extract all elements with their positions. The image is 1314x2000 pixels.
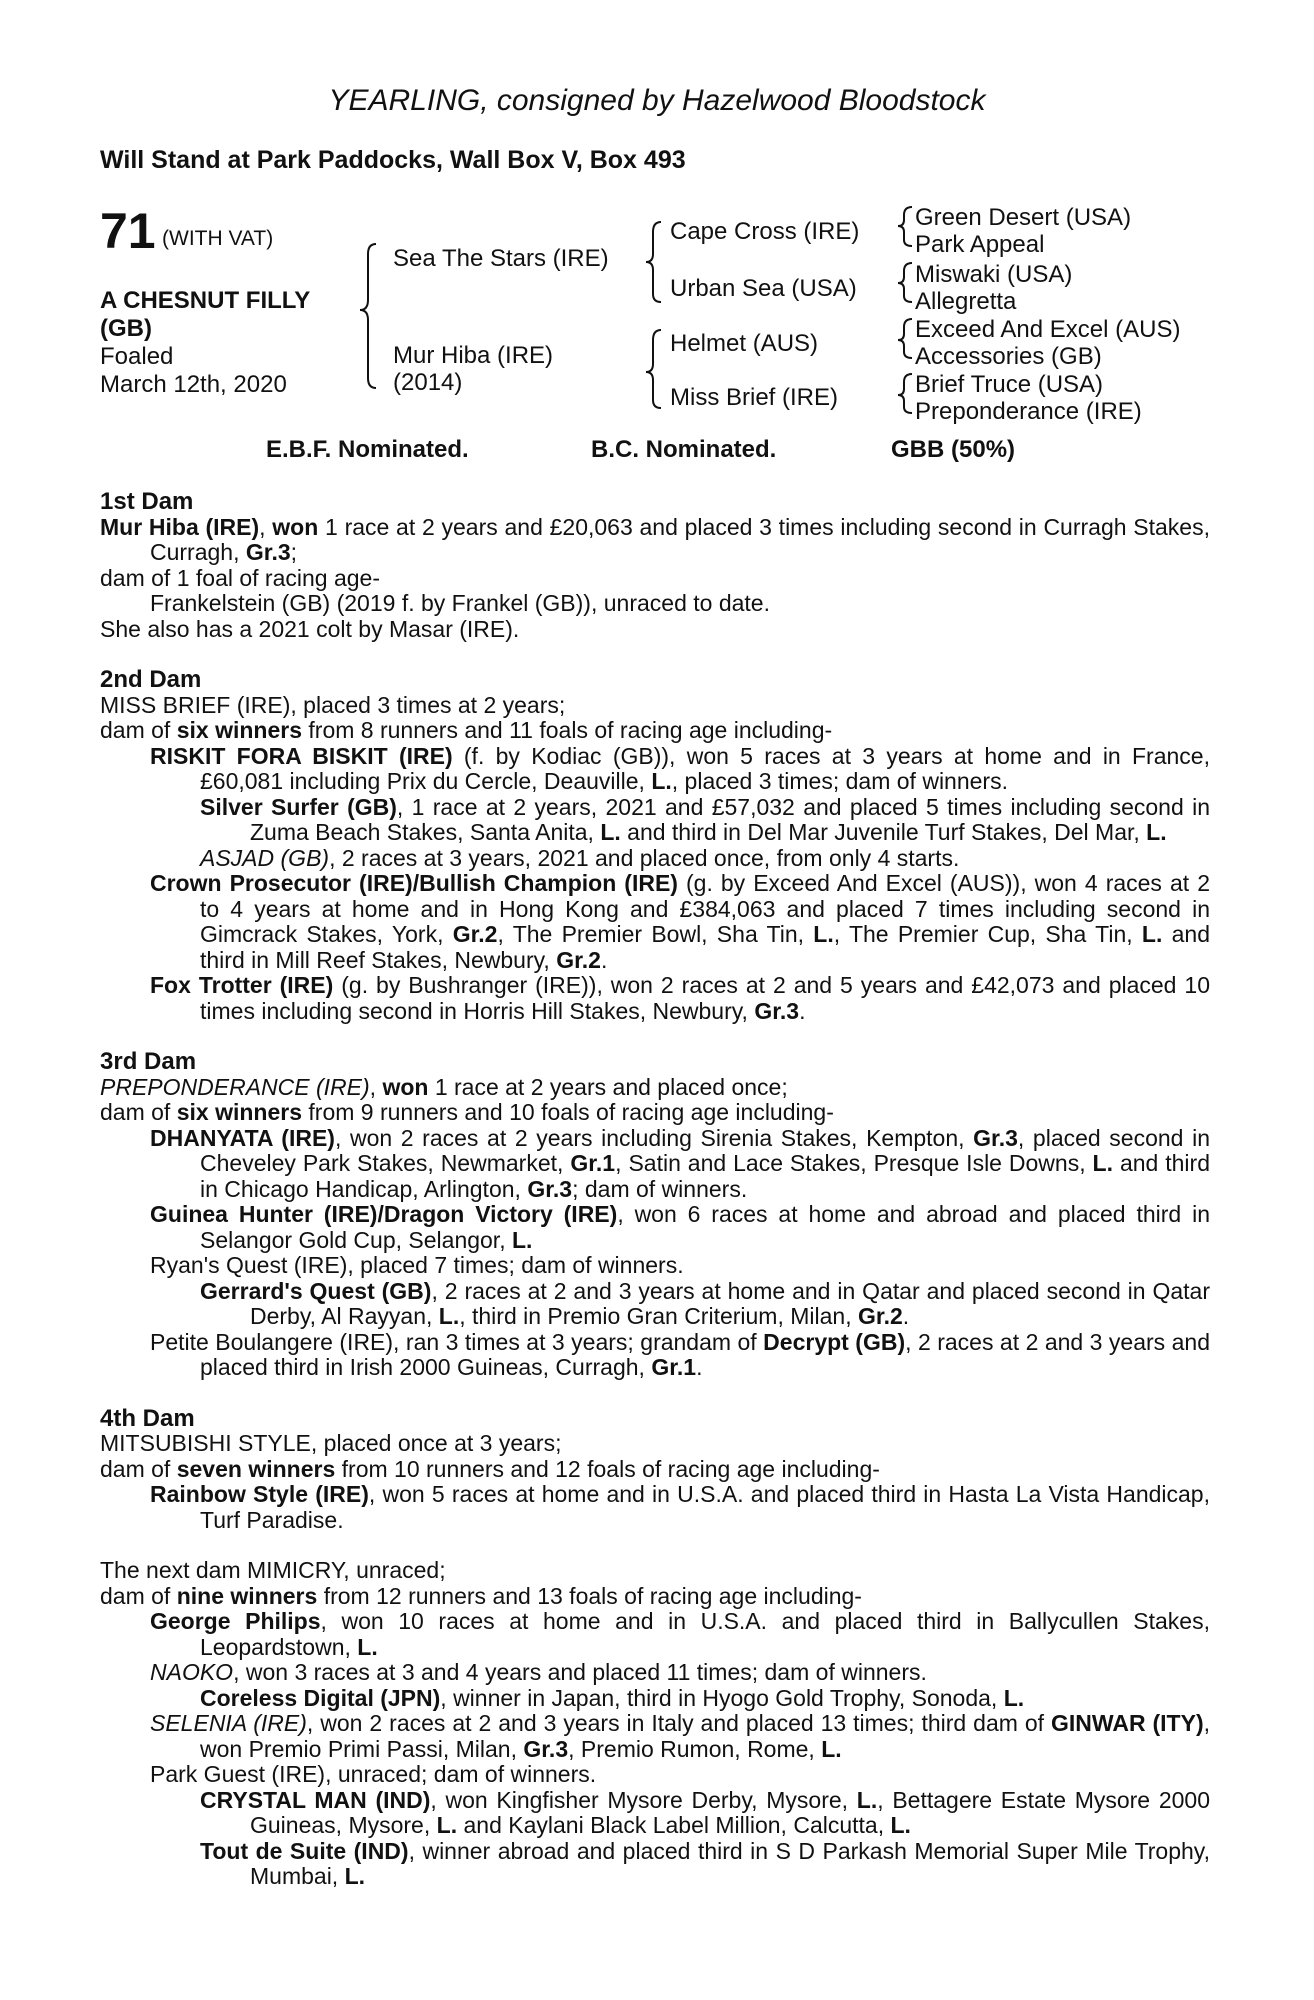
entry-name: Gerrard's Quest (GB) [200,1277,432,1304]
first-dam-record: Mur Hiba (IRE), won 1 race at 2 years and £20,063 and placed 3 times including second in Curragh Stakes, Curragh, Gr.3; [100,513,1210,565]
listed-mark: L. [438,1303,460,1329]
winners-count: seven winners [176,1455,336,1482]
entry-text: and Kaylani Black Label Million, Calcutta, [457,1812,891,1838]
pedigree-dds: Brief Truce (USA) [915,371,1104,398]
first-dam-text-end: ; [290,539,298,565]
second-dam-line: MISS BRIEF (IRE), placed 3 times at 2 years; [100,691,566,718]
pedigree-ddd: Preponderance (IRE) [915,398,1142,425]
listed-mark: L. [651,768,672,794]
entry-text-end: , placed 3 times; dam of winners. [671,768,1008,794]
produce-entry [100,846,1210,872]
produce-entry [100,1839,1210,1890]
entry-text: and third in Chicago Handicap, Arlington, [200,1150,1210,1202]
entry-text: , Bettagere Estate Mysore 2000 Guineas, Mysore, [250,1786,1210,1838]
produce-entry [100,871,1210,973]
entry-text: , The Premier Cup, Sha Tin, [833,921,1142,947]
produce-entry [100,1686,1210,1712]
produce-entry [100,1482,1210,1533]
entry-text: , won 2 races at 2 and 3 years in Italy and placed 13 times; third dam of [306,1710,1051,1736]
grade-mark: Gr.2 [556,946,601,973]
produce-entry [100,1660,1210,1686]
entry-name: DHANYATA (IRE) [150,1124,335,1151]
vat-label: (WITH VAT) [162,227,274,250]
entry-text: and third in Mill Reef Stakes, Newbury, [200,921,1210,973]
grade-mark: Gr.2 [858,1303,903,1329]
lot-number: 71 [100,203,156,259]
entry-name: GINWAR (ITY) [1051,1710,1204,1736]
second-dam-heading: 2nd Dam [100,666,202,693]
pedigree-dam-dam: Miss Brief (IRE) [670,384,838,411]
listed-mark: L. [600,819,621,845]
entry-name: Decrypt (GB) [763,1328,906,1355]
first-dam-heading: 1st Dam [100,488,194,515]
second-dam-produce-summary [100,718,1210,744]
stand-location: Will Stand at Park Paddocks, Wall Box V, Box 493 [100,146,686,174]
next-dam-section [100,1558,1210,1890]
pedigree-ssd: Park Appeal [915,231,1045,258]
entry-name: RISKIT FORA BISKIT (IRE) [150,742,453,769]
grade-mark: Gr.3 [973,1124,1018,1151]
third-dam-text: 1 race at 2 years and placed once; [428,1073,788,1100]
pedigree-dam: Mur Hiba (IRE) [393,342,554,369]
entry-name: SELENIA (IRE) [150,1710,307,1736]
dam-of-text: dam of [100,1099,177,1125]
produce-entry [100,1788,1210,1839]
entry-text: , won 5 races at home and in U.S.A. and placed third in Hasta La Vista Handicap, Turf Paradise. [200,1481,1210,1533]
entry-text: , winner in Japan, third in Hyogo Gold Trophy, Sonoda, [440,1684,1004,1711]
produce-record [100,489,1210,1890]
grade-mark: Gr.2 [452,921,498,947]
produce-entry [100,744,1210,795]
listed-mark: L. [856,1786,878,1813]
produce-entry [100,973,1210,1024]
pedigree-dam-sire: Helmet (AUS) [670,330,819,357]
entry-text: , won 3 races at 3 and 4 years and placed 11 times; dam of winners. [233,1659,927,1685]
entry-text-end: . [696,1354,703,1380]
grade-mark: Gr.3 [527,1175,573,1202]
next-dam-line: The next dam MIMICRY, unraced; [100,1557,446,1583]
entry-text: , won Premio Primi Passi, Milan, [200,1710,1210,1762]
entry-name: Silver Surfer (GB) [200,793,397,820]
entry-name: Fox Trotter (IRE) [150,972,334,998]
dam-of-text: dam of [100,1582,177,1609]
brace-ds [898,319,912,358]
entry-text: , third in Premio Gran Criterium, Milan, [459,1303,858,1329]
listed-mark: L. [1003,1684,1025,1711]
first-dam-section [100,489,1210,642]
entry-name: CRYSTAL MAN (IND) [200,1786,431,1813]
listed-mark: L. [821,1735,842,1762]
listed-mark: L. [1141,921,1163,947]
horse-title-line2: (GB) [100,315,152,342]
entry-text: , won 6 races at home and abroad and placed third in Selangor Gold Cup, Selangor, [200,1201,1210,1253]
dam-of-text: dam of [100,1455,177,1482]
pedigree-dsd: Accessories (GB) [915,343,1102,370]
pedigree-dss: Exceed And Excel (AUS) [915,316,1181,343]
entry-text-end: ; dam of winners. [572,1175,748,1202]
brace-sire [646,222,661,302]
runners-text: from 9 runners and 10 foals of racing age including- [302,1099,834,1125]
first-dam-grade: Gr.3 [245,539,291,565]
entry-text: Petite Boulangere (IRE), ran 3 times at 3 years; grandam of [150,1328,764,1355]
grade-mark: Gr.3 [523,1735,569,1762]
produce-entry [100,1202,1210,1253]
entry-text: , 1 race at 2 years, 2021 and £57,032 and placed 5 times including second in Zuma Beach Stakes, Santa Anita, [250,793,1210,845]
entry-text-end: . [902,1303,910,1329]
first-dam-text: 1 race at 2 years and £20,063 and placed 3 times including second in Curragh Stakes, Curragh, [150,513,1210,565]
runners-text: from 8 runners and 11 foals of racing age including- [302,717,833,743]
first-dam-won: won [272,513,319,540]
fourth-dam-section [100,1406,1210,1534]
grade-mark: Gr.1 [651,1354,697,1380]
pedigree-sire-dam: Urban Sea (USA) [670,275,857,302]
listed-mark: L. [813,921,834,947]
pedigree-sire-sire: Cape Cross (IRE) [670,218,860,245]
entry-text: , won Kingfisher Mysore Derby, Mysore, [430,1786,857,1813]
entry-text: (g. by Bushranger (IRE)), won 2 races at 2 and 5 years and £42,073 and placed 10 times including second in Horris Hill Stakes, Newbury, [200,972,1210,1024]
produce-entry [100,795,1210,846]
third-dam-heading: 3rd Dam [100,1048,197,1075]
ebf-nominated: E.B.F. Nominated. [266,436,469,463]
entry-name: Crown Prosecutor (IRE)/Bullish Champion (IRE) [150,870,678,896]
listed-mark: L. [357,1633,378,1660]
winners-count: six winners [176,1099,302,1125]
page-title: YEARLING, consigned by Hazelwood Bloodstock [328,84,986,117]
entry-text-end: . [600,946,608,973]
foaled-label: Foaled [100,343,174,370]
entry-text-end: . [799,997,806,1024]
pedigree-sdd: Allegretta [915,288,1017,315]
fourth-dam-line: MITSUBISHI STYLE, placed once at 3 years; [100,1430,562,1456]
third-dam-won: won [382,1073,429,1100]
entry-text: (f. by Kodiac (GB)), won 5 races at 3 years at home and in France, £60,081 including Prix du Cercle, Deauville, [200,742,1210,794]
pedigree-sds: Miswaki (USA) [915,261,1073,288]
brace-dd [898,374,912,413]
entry-name: Coreless Digital (JPN) [200,1684,441,1711]
winners-count: six winners [176,717,302,743]
pedigree-sire: Sea The Stars (IRE) [393,245,609,272]
produce-entry [100,1279,1210,1330]
winners-count: nine winners [176,1582,318,1609]
produce-entry [100,1609,1210,1660]
grade-mark: Gr.3 [754,997,800,1024]
next-dam-produce-summary [100,1584,1210,1610]
entry-name: Guinea Hunter (IRE)/Dragon Victory (IRE) [150,1201,618,1227]
entry-name: NAOKO [150,1659,234,1685]
entry-text: , winner abroad and placed third in S D Parkash Memorial Super Mile Trophy, Mumbai, [250,1837,1210,1889]
produce-entry: Ryan's Quest (IRE), placed 7 times; dam of winners. [150,1252,684,1278]
pedigree-dam-year: (2014) [393,369,463,396]
third-dam-line: PREPONDERANCE (IRE), won 1 race at 2 years and placed once; [100,1073,788,1100]
runners-text: from 12 runners and 13 foals of racing age including- [317,1582,862,1609]
horse-title-line1: A CHESNUT FILLY [100,287,311,314]
entry-text: , won 10 races at home and in U.S.A. and placed third in Ballycullen Stakes, Leopardstown, [200,1608,1210,1660]
entry-name: George Philips [150,1608,321,1634]
bc-nominated: B.C. Nominated. [591,436,777,463]
grade-mark: Gr.1 [570,1150,616,1176]
entry-text: and third in Del Mar Juvenile Turf Stakes, Del Mar, [620,819,1147,845]
dam-of-text: dam of [100,717,177,743]
entry-text: , won 2 races at 2 years including Sirenia Stakes, Kempton, [334,1124,974,1151]
listed-mark: L. [1092,1150,1113,1176]
first-dam-note: She also has a 2021 colt by Masar (IRE). [100,615,520,642]
listed-mark: L. [344,1863,366,1889]
entry-text: , Premio Rumon, Rome, [568,1735,822,1762]
pedigree-sss: Green Desert (USA) [915,204,1132,231]
foaled-date: March 12th, 2020 [100,371,287,398]
entry-text: , The Premier Bowl, Sha Tin, [497,921,814,947]
brace-sd [898,263,912,302]
second-dam-section [100,667,1210,1024]
first-dam-foals: dam of 1 foal of racing age- [100,564,380,591]
entry-name: Tout de Suite (IND) [200,1837,409,1864]
entry-text: , 2 races at 2 and 3 years at home and in Qatar and placed second in Qatar Derby, Al Rayyan, [250,1277,1210,1329]
first-dam-foal: Frankelstein (GB) (2019 f. by Frankel (GB)), unraced to date. [150,590,770,616]
entry-text: , 2 races at 3 years, 2021 and placed once, from only 4 starts. [329,844,960,871]
listed-mark: L. [511,1226,533,1253]
produce-entry [100,1330,1210,1381]
entry-name: Rainbow Style (IRE) [150,1481,369,1507]
fourth-dam-heading: 4th Dam [100,1404,195,1432]
entry-text: , Satin and Lace Stakes, Presque Isle Downs, [615,1150,1093,1176]
listed-mark: L. [890,1812,911,1838]
entry-text: , placed second in Cheveley Park Stakes, Newmarket, [200,1124,1210,1176]
listed-mark: L. [436,1812,458,1838]
brace-main [360,244,376,388]
fourth-dam-produce-summary [100,1457,1210,1483]
listed-mark: L. [1146,819,1167,845]
third-dam-name: PREPONDERANCE (IRE) [100,1073,370,1100]
entry-text: , 2 races at 2 and 3 years and placed third in Irish 2000 Guineas, Curragh, [200,1328,1210,1380]
brace-ss [898,207,912,246]
produce-entry: Park Guest (IRE), unraced; dam of winners. [150,1761,597,1787]
brace-dam [646,330,661,408]
runners-text: from 10 runners and 12 foals of racing age including- [335,1455,880,1482]
gbb-eligibility: GBB (50%) [891,436,1016,463]
third-dam-produce-summary [100,1100,1210,1126]
entry-text: (g. by Exceed And Excel (AUS)), won 4 races at 2 to 4 years at home and in Hong Kong and £384,063 and placed 7 times including second in Gimcrack Stakes, York, [200,870,1210,947]
entry-name: ASJAD (GB) [200,844,330,871]
third-dam-section [100,1049,1210,1381]
produce-entry [100,1126,1210,1203]
first-dam-name: Mur Hiba (IRE) [100,513,260,540]
produce-entry [100,1711,1210,1762]
